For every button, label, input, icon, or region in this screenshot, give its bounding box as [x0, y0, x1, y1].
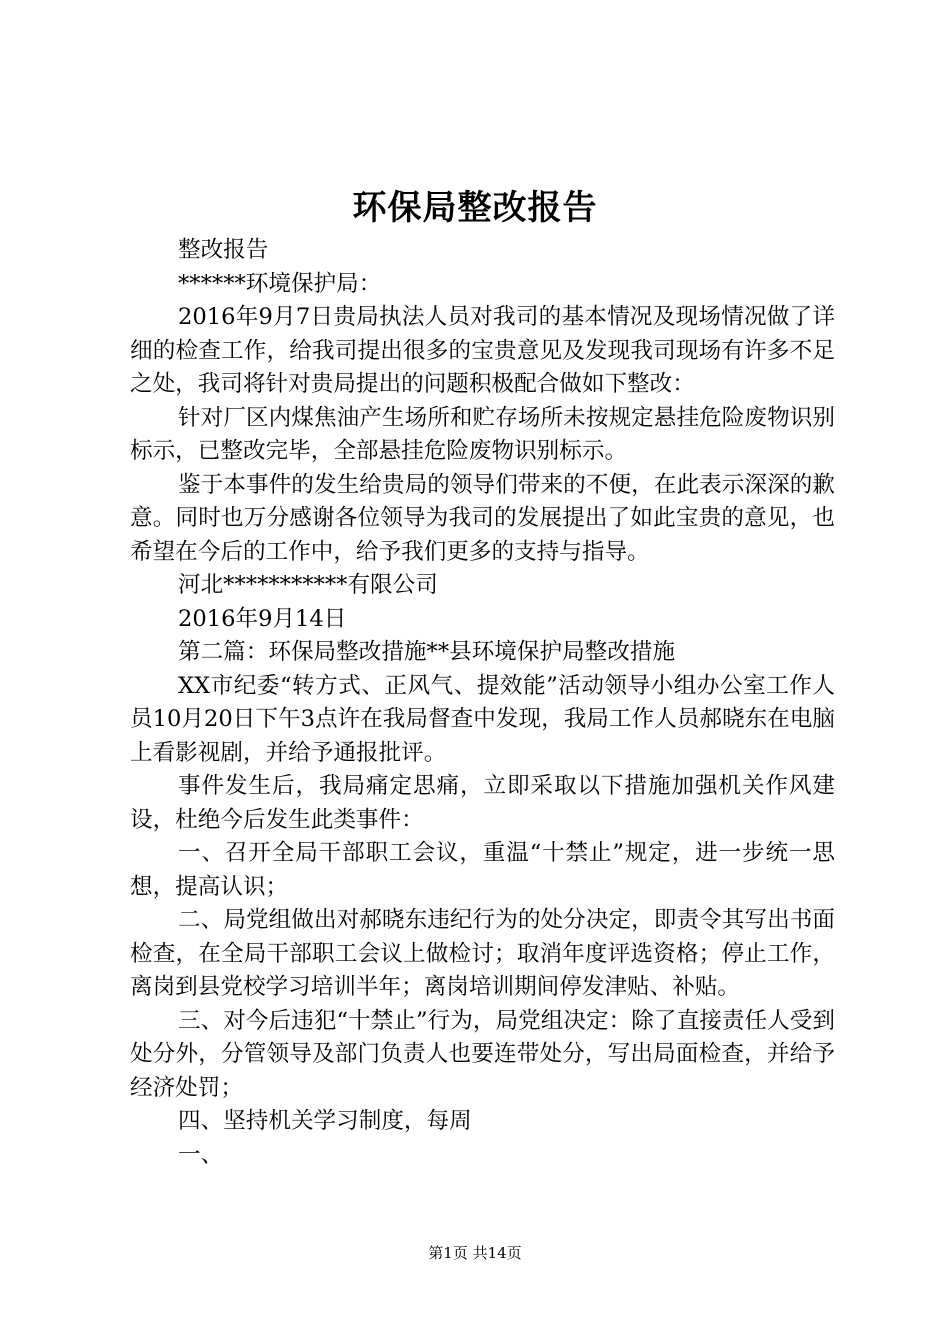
document-body [130, 234, 835, 1172]
paragraph-measure-3: 三、对今后违犯“十禁止”行为，局党组决定：除了直接责任人受到处分外，分管领导及部门负责人也要连带处分，写出局面检查，并给予经济处罚； [130, 1007, 835, 1101]
document-title: 环保局整改报告 [352, 188, 598, 228]
paragraph-fragment: 一、 [178, 1141, 224, 1168]
paragraph-measure-1: 一、召开全局干部职工会议，重温“十禁止”规定，进一步统一思想，提高认识； [130, 840, 835, 900]
paragraph-measure-4: 四、坚持机关学习制度，每周 [178, 1108, 472, 1134]
paragraph-heading: 整改报告 [178, 237, 269, 263]
page-footer: 第1页 共14页 [428, 1244, 522, 1262]
paragraph-addressee: ******环境保护局： [178, 270, 382, 297]
paragraph-apology: 鉴于本事件的发生给贵局的领导们带来的不便，在此表示深深的歉意。同时也万分感谢各位领导为我司的发展提出了如此宝贵的意见，也希望在今后的工作中，给予我们更多的支持与指导。 [130, 471, 835, 565]
paragraph-measure-2: 二、局党组做出对郝晓东违纪行为的处分决定，即责令其写出书面检查，在全局干部职工会议上做检讨；取消年度评选资格；停止工作，离岗到县党校学习培训半年；离岗培训期间停发津贴、补贴。 [130, 907, 835, 1000]
paragraph-discovery: XX市纪委“转方式、正风气、提效能”活动领导小组办公室工作人员10月20日下午3点许在我局督查中发现，我局工作人员郝晓东在电脑上看影视剧，并给予通报批评。 [130, 672, 835, 766]
paragraph-date: 2016年9月14日 [178, 605, 347, 632]
paragraph-second-article-title: 第二篇：环保局整改措施**县环境保护局整改措施 [178, 639, 676, 665]
paragraph-rectification: 针对厂区内煤焦油产生场所和贮存场所未按规定悬挂危险废物识别标示，已整改完毕，全部悬挂危险废物识别标示。 [130, 404, 835, 464]
paragraph-measures-intro: 事件发生后，我局痛定思痛，立即采取以下措施加强机关作风建设，杜绝今后发生此类事件： [130, 773, 835, 833]
paragraph-company-signature: 河北***********有限公司 [178, 572, 438, 598]
paragraph-inspection: 2016年9月7日贵局执法人员对我司的基本情况及现场情况做了详细的检查工作，给我司提出很多的宝贵意见及发现我司现场有许多不足之处，我司将针对贵局提出的问题积极配合做如下整改： [130, 304, 835, 397]
